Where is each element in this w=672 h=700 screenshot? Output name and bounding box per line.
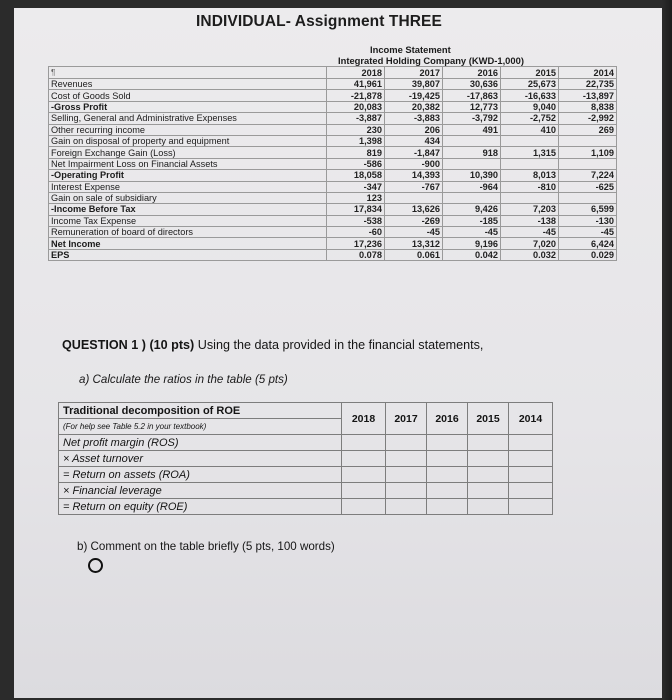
roe-cell[interactable] bbox=[468, 451, 509, 467]
statement-row-label: EPS bbox=[49, 249, 327, 260]
roe-cell[interactable] bbox=[342, 451, 386, 467]
statement-value-cell: -45 bbox=[443, 227, 501, 238]
statement-row-label: -Income Before Tax bbox=[49, 204, 327, 215]
roe-cell[interactable] bbox=[342, 467, 386, 483]
statement-value-cell: 0.032 bbox=[501, 249, 559, 260]
statement-row bbox=[49, 192, 617, 203]
statement-row bbox=[49, 204, 617, 215]
statement-row-label: Revenues bbox=[49, 79, 327, 90]
statement-row-label: Other recurring income bbox=[49, 124, 327, 135]
roe-row-label: = Return on assets (ROA) bbox=[59, 467, 342, 483]
statement-value-cell: -45 bbox=[385, 227, 443, 238]
statement-row-label: Foreign Exchange Gain (Loss) bbox=[49, 147, 327, 158]
roe-cell[interactable] bbox=[427, 435, 468, 451]
statement-row-label: Selling, General and Administrative Expenses bbox=[49, 113, 327, 124]
income-statement-table bbox=[48, 66, 617, 261]
year-cell: 2016 bbox=[443, 67, 501, 79]
statement-row bbox=[49, 124, 617, 135]
roe-cell[interactable] bbox=[468, 467, 509, 483]
statement-value-cell: -2,992 bbox=[559, 113, 617, 124]
roe-cell[interactable] bbox=[386, 435, 427, 451]
statement-value-cell: 1,315 bbox=[501, 147, 559, 158]
statement-value-cell: -586 bbox=[327, 158, 385, 169]
part-a-instruction: a) Calculate the ratios in the table (5 pts) bbox=[79, 373, 288, 386]
statement-value-cell: -60 bbox=[327, 227, 385, 238]
roe-row bbox=[59, 451, 553, 467]
roe-table-note: (For help see Table 5.2 in your textbook) bbox=[59, 419, 342, 435]
company-name: Integrated Holding Company (KWD-1,000) bbox=[338, 55, 524, 66]
statement-value-cell: -900 bbox=[385, 158, 443, 169]
statement-value-cell: -16,633 bbox=[501, 90, 559, 101]
statement-value-cell: 20,382 bbox=[385, 101, 443, 112]
statement-value-cell: 0.061 bbox=[385, 249, 443, 260]
statement-value-cell: 22,735 bbox=[559, 79, 617, 90]
roe-cell[interactable] bbox=[386, 467, 427, 483]
statement-value-cell: -625 bbox=[559, 181, 617, 192]
statement-value-cell: -17,863 bbox=[443, 90, 501, 101]
roe-cell[interactable] bbox=[427, 451, 468, 467]
roe-decomposition-table bbox=[58, 402, 553, 515]
statement-value-cell: 30,636 bbox=[443, 79, 501, 90]
statement-row-label: Income Tax Expense bbox=[49, 215, 327, 226]
statement-value-cell: 206 bbox=[385, 124, 443, 135]
statement-value-cell: -13,897 bbox=[559, 90, 617, 101]
year-cell: 2015 bbox=[501, 67, 559, 79]
statement-value-cell: 0.029 bbox=[559, 249, 617, 260]
statement-value-cell bbox=[501, 158, 559, 169]
income-statement bbox=[48, 44, 616, 261]
statement-value-cell: 819 bbox=[327, 147, 385, 158]
roe-table-header: Traditional decomposition of ROE bbox=[59, 403, 342, 419]
roe-cell[interactable] bbox=[509, 499, 553, 515]
statement-value-cell: -269 bbox=[385, 215, 443, 226]
statement-row bbox=[49, 101, 617, 112]
statement-value-cell: 123 bbox=[327, 192, 385, 203]
statement-value-cell: 13,312 bbox=[385, 238, 443, 249]
roe-cell[interactable] bbox=[427, 499, 468, 515]
statement-value-cell bbox=[559, 135, 617, 146]
roe-year-2017: 2017 bbox=[386, 403, 427, 435]
year-header-row: ¶ 2018 2017 2016 2015 2014 bbox=[49, 67, 617, 79]
roe-cell[interactable] bbox=[386, 499, 427, 515]
statement-value-cell: -2,752 bbox=[501, 113, 559, 124]
statement-value-cell: -130 bbox=[559, 215, 617, 226]
statement-value-cell: -964 bbox=[443, 181, 501, 192]
part-b-instruction: b) Comment on the table briefly (5 pts, 100 words) bbox=[77, 540, 335, 553]
statement-value-cell: 8,013 bbox=[501, 170, 559, 181]
year-cell: 2014 bbox=[559, 67, 617, 79]
statement-value-cell bbox=[443, 135, 501, 146]
statement-value-cell: 7,203 bbox=[501, 204, 559, 215]
statement-value-cell: -45 bbox=[501, 227, 559, 238]
roe-cell[interactable] bbox=[427, 483, 468, 499]
roe-header-row bbox=[59, 403, 553, 419]
statement-row bbox=[49, 181, 617, 192]
statement-value-cell: 9,040 bbox=[501, 101, 559, 112]
statement-value-cell: -185 bbox=[443, 215, 501, 226]
statement-value-cell bbox=[443, 192, 501, 203]
roe-cell[interactable] bbox=[468, 483, 509, 499]
statement-value-cell: 410 bbox=[501, 124, 559, 135]
statement-value-cell: 491 bbox=[443, 124, 501, 135]
statement-value-cell: 17,236 bbox=[327, 238, 385, 249]
roe-year-2016: 2016 bbox=[427, 403, 468, 435]
statement-value-cell: 7,224 bbox=[559, 170, 617, 181]
statement-row-label: Net Income bbox=[49, 238, 327, 249]
statement-value-cell: 17,834 bbox=[327, 204, 385, 215]
statement-row bbox=[49, 227, 617, 238]
statement-value-cell: -138 bbox=[501, 215, 559, 226]
statement-row bbox=[49, 135, 617, 146]
statement-row bbox=[49, 79, 617, 90]
statement-value-cell: -1,847 bbox=[385, 147, 443, 158]
statement-row bbox=[49, 249, 617, 260]
statement-value-cell: 7,020 bbox=[501, 238, 559, 249]
roe-year-2015: 2015 bbox=[468, 403, 509, 435]
roe-year-2014: 2014 bbox=[509, 403, 553, 435]
roe-row-label: × Financial leverage bbox=[59, 483, 342, 499]
statement-value-cell: 9,426 bbox=[443, 204, 501, 215]
statement-value-cell: 10,390 bbox=[443, 170, 501, 181]
statement-row-label: -Gross Profit bbox=[49, 101, 327, 112]
page-edge-shadow bbox=[662, 0, 672, 700]
statement-value-cell: 9,196 bbox=[443, 238, 501, 249]
statement-value-cell bbox=[559, 192, 617, 203]
statement-value-cell: -810 bbox=[501, 181, 559, 192]
question-1-label: QUESTION 1 ) (10 pts) bbox=[62, 338, 195, 352]
statement-value-cell: 39,807 bbox=[385, 79, 443, 90]
statement-value-cell bbox=[501, 135, 559, 146]
statement-row bbox=[49, 215, 617, 226]
statement-row-label: Remuneration of board of directors bbox=[49, 227, 327, 238]
roe-row-label: Net profit margin (ROS) bbox=[59, 435, 342, 451]
statement-heading: Income Statement bbox=[370, 44, 451, 55]
roe-row-label: = Return on equity (ROE) bbox=[59, 499, 342, 515]
statement-row bbox=[49, 147, 617, 158]
roe-cell[interactable] bbox=[427, 467, 468, 483]
roe-row bbox=[59, 483, 553, 499]
statement-value-cell bbox=[385, 192, 443, 203]
statement-value-cell: 14,393 bbox=[385, 170, 443, 181]
year-cell: 2017 bbox=[385, 67, 443, 79]
statement-value-cell: -347 bbox=[327, 181, 385, 192]
roe-cell[interactable] bbox=[342, 483, 386, 499]
statement-row bbox=[49, 158, 617, 169]
statement-value-cell: 20,083 bbox=[327, 101, 385, 112]
roe-row bbox=[59, 499, 553, 515]
statement-value-cell: -767 bbox=[385, 181, 443, 192]
roe-row-label: × Asset turnover bbox=[59, 451, 342, 467]
statement-value-cell: 230 bbox=[327, 124, 385, 135]
roe-cell[interactable] bbox=[342, 499, 386, 515]
statement-row-label: Interest Expense bbox=[49, 181, 327, 192]
roe-year-2018: 2018 bbox=[342, 403, 386, 435]
statement-value-cell: 13,626 bbox=[385, 204, 443, 215]
statement-value-cell: 41,961 bbox=[327, 79, 385, 90]
statement-value-cell: 0.042 bbox=[443, 249, 501, 260]
statement-value-cell: 25,673 bbox=[501, 79, 559, 90]
roe-row bbox=[59, 467, 553, 483]
statement-row bbox=[49, 113, 617, 124]
statement-value-cell: 1,109 bbox=[559, 147, 617, 158]
statement-value-cell bbox=[501, 192, 559, 203]
statement-value-cell: 434 bbox=[385, 135, 443, 146]
statement-row-label: Gain on disposal of property and equipment bbox=[49, 135, 327, 146]
statement-value-cell: 6,424 bbox=[559, 238, 617, 249]
roe-cell[interactable] bbox=[468, 499, 509, 515]
statement-value-cell: 918 bbox=[443, 147, 501, 158]
statement-value-cell: 12,773 bbox=[443, 101, 501, 112]
statement-row-label: Cost of Goods Sold bbox=[49, 90, 327, 101]
roe-row bbox=[59, 435, 553, 451]
statement-value-cell: -3,887 bbox=[327, 113, 385, 124]
statement-row bbox=[49, 170, 617, 181]
statement-value-cell: -21,878 bbox=[327, 90, 385, 101]
statement-value-cell: -3,792 bbox=[443, 113, 501, 124]
roe-cell[interactable] bbox=[509, 467, 553, 483]
question-1-text: Using the data provided in the financial statements, bbox=[194, 338, 484, 352]
statement-row-label: Gain on sale of subsidiary bbox=[49, 192, 327, 203]
statement-value-cell: 269 bbox=[559, 124, 617, 135]
statement-row bbox=[49, 90, 617, 101]
assignment-title: INDIVIDUAL- Assignment THREE bbox=[196, 13, 442, 30]
statement-value-cell: 8,838 bbox=[559, 101, 617, 112]
statement-row-label: Net Impairment Loss on Financial Assets bbox=[49, 158, 327, 169]
statement-value-cell: -3,883 bbox=[385, 113, 443, 124]
statement-value-cell: -45 bbox=[559, 227, 617, 238]
statement-row bbox=[49, 238, 617, 249]
statement-value-cell: 0.078 bbox=[327, 249, 385, 260]
roe-cell[interactable] bbox=[509, 483, 553, 499]
roe-cell[interactable] bbox=[509, 451, 553, 467]
statement-value-cell bbox=[443, 158, 501, 169]
roe-cell[interactable] bbox=[342, 435, 386, 451]
statement-value-cell: 6,599 bbox=[559, 204, 617, 215]
statement-value-cell bbox=[559, 158, 617, 169]
year-cell: 2018 bbox=[327, 67, 385, 79]
statement-row-label: -Operating Profit bbox=[49, 170, 327, 181]
question-1 bbox=[62, 338, 483, 352]
cursor-circle-icon bbox=[88, 558, 103, 573]
roe-cell[interactable] bbox=[386, 451, 427, 467]
statement-value-cell: 18,058 bbox=[327, 170, 385, 181]
roe-cell[interactable] bbox=[509, 435, 553, 451]
roe-cell[interactable] bbox=[386, 483, 427, 499]
statement-value-cell: -538 bbox=[327, 215, 385, 226]
statement-value-cell: -19,425 bbox=[385, 90, 443, 101]
roe-cell[interactable] bbox=[468, 435, 509, 451]
statement-value-cell: 1,398 bbox=[327, 135, 385, 146]
